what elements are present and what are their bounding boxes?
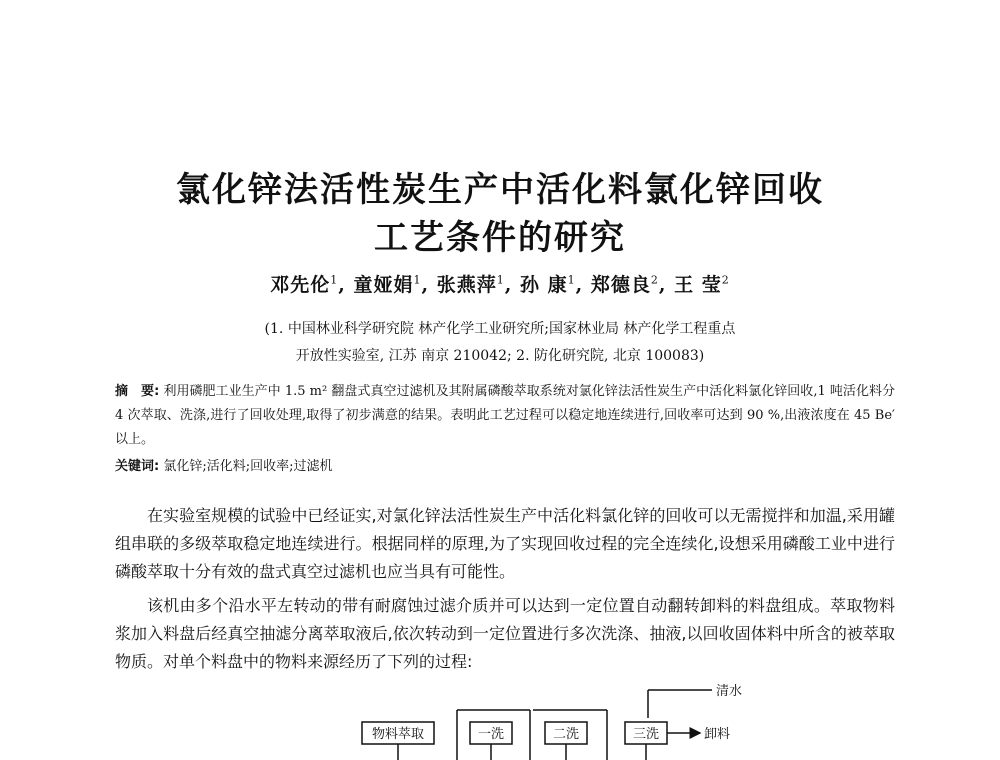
author-name: 王 莹 bbox=[674, 274, 722, 296]
abstract-label: 摘 要: bbox=[115, 384, 160, 399]
keywords-label: 关键词: bbox=[115, 459, 160, 474]
author-affiliation-mark: 2 bbox=[721, 273, 730, 287]
author-name: 孙 康 bbox=[520, 274, 568, 296]
paper-title-line2: 工艺条件的研究 bbox=[374, 218, 626, 258]
author-name: 童娅娟 bbox=[353, 274, 414, 296]
author-affiliation-mark: 1 bbox=[330, 273, 339, 287]
abstract bbox=[115, 380, 895, 452]
author-name: 郑德良 bbox=[590, 274, 651, 296]
author-name: 张燕萍 bbox=[436, 274, 497, 296]
paper-title-line1: 氯化锌法活性炭生产中活化料氯化锌回收 bbox=[176, 170, 824, 210]
process-flow-diagram bbox=[0, 670, 1000, 760]
body-paragraph-2: 该机由多个沿水平左转动的带有耐腐蚀过滤介质并可以达到一定位置自动翻转卸料的料盘组成。萃取物料浆加入料盘后经真空抽滤分离萃取液后,依次转动到一定位置进行多次洗涤、抽液,以回收固体料中所含的被萃取物质。对单个料盘中的物料来源经历了下列的过程: bbox=[115, 596, 895, 671]
body-paragraph-1: 在实验室规模的试验中已经证实,对氯化锌法活性炭生产中活化料氯化锌的回收可以无需搅拌和加温,采用罐组串联的多级萃取稳定地连续进行。根据同样的原理,为了实现回收过程的完全连续化,设想采用磷酸工业中进行磷酸萃取十分有效的盘式真空过滤机也应当具有可能性。 bbox=[115, 506, 895, 581]
abstract-text: 利用磷肥工业生产中 1.5 m² 翻盘式真空过滤机及其附属磷酸萃取系统对氯化锌法活性炭生产中活化料氯化锌回收,1 吨活化料分 4 次萃取、洗涤,进行了回收处理,取得了初步满意的结果。表明此工艺过程可以稳定地连续进行,回收率可达到 90 %,出液浓度在 45 Be′ 以上。 bbox=[115, 384, 895, 447]
keywords-text: 氯化锌;活化料;回收率;过滤机 bbox=[163, 459, 333, 474]
water-label: 清水 bbox=[716, 684, 743, 699]
author-affiliation-mark: 1 bbox=[413, 273, 422, 287]
author-affiliation-mark: 1 bbox=[496, 273, 505, 287]
author-affiliation-mark: 2 bbox=[650, 273, 659, 287]
discharge-label: 卸料 bbox=[704, 727, 731, 742]
author-name: 邓先伦 bbox=[270, 274, 331, 296]
keywords bbox=[115, 455, 895, 479]
author-affiliation-mark: 1 bbox=[567, 273, 576, 287]
flow-box-label: 物料萃取 bbox=[371, 727, 425, 742]
affiliation-line1: (1. 中国林业科学研究院 林产化学工业研究所;国家林业局 林产化学工程重点 bbox=[264, 321, 736, 337]
flow-box-label: 一洗 bbox=[477, 727, 505, 742]
author-list: 邓先伦$^1$, 童娅娟$^1$, 张燕萍$^1$, 孙 康$^1$, 郑德良$^2$, 王 莹$^2$ bbox=[270, 273, 730, 296]
affiliation-line2: 开放性实验室, 江苏 南京 210042; 2. 防化研究院, 北京 100083) bbox=[295, 348, 705, 364]
flow-box-label: 二洗 bbox=[552, 727, 580, 742]
flow-box-label: 三洗 bbox=[632, 727, 660, 742]
